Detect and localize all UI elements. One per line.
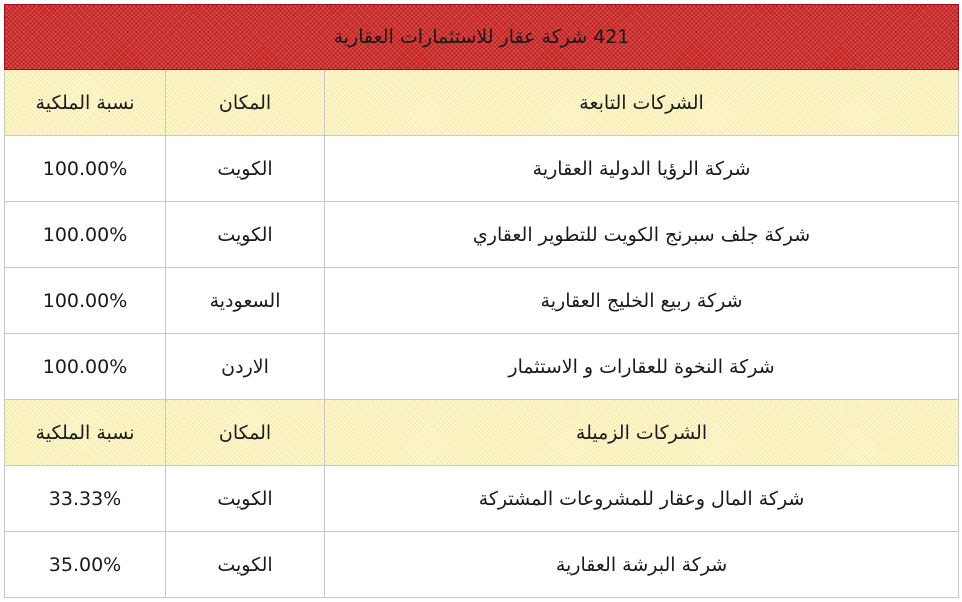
subsidiaries-header-company: الشركات التابعة (325, 70, 959, 136)
company-name: شركة ربيع الخليج العقارية (325, 268, 959, 334)
table-row (5, 202, 959, 268)
associates-header-place: المكان (166, 400, 325, 466)
company-name: شركة الرؤيا الدولية العقارية (325, 136, 959, 202)
table-row (5, 532, 959, 598)
company-name: شركة جلف سبرنج الكويت للتطوير العقاري (325, 202, 959, 268)
ownership-share: 33.33% (5, 466, 166, 532)
ownership-share: 100.00% (5, 334, 166, 400)
associates-header-company: الشركات الزميلة (325, 400, 959, 466)
subsidiaries-header-place: المكان (166, 70, 325, 136)
holdings-table (4, 4, 959, 598)
company-place: الكويت (166, 532, 325, 598)
company-place: الكويت (166, 466, 325, 532)
holdings-table-container (4, 4, 958, 598)
associates-header-share: نسبة الملكية (5, 400, 166, 466)
company-place: الكويت (166, 202, 325, 268)
table-title: 421 شركة عقار للاستثمارات العقارية (5, 5, 959, 70)
title-row (5, 5, 959, 70)
company-name: شركة المال وعقار للمشروعات المشتركة (325, 466, 959, 532)
table-row (5, 136, 959, 202)
table-row (5, 466, 959, 532)
subsidiaries-header-row (5, 70, 959, 136)
table-row (5, 268, 959, 334)
company-place: السعودية (166, 268, 325, 334)
ownership-share: 100.00% (5, 136, 166, 202)
associates-header-row (5, 400, 959, 466)
ownership-share: 100.00% (5, 268, 166, 334)
company-name: شركة البرشة العقارية (325, 532, 959, 598)
ownership-share: 35.00% (5, 532, 166, 598)
company-place: الكويت (166, 136, 325, 202)
ownership-share: 100.00% (5, 202, 166, 268)
subsidiaries-header-share: نسبة الملكية (5, 70, 166, 136)
table-row (5, 334, 959, 400)
company-name: شركة النخوة للعقارات و الاستثمار (325, 334, 959, 400)
company-place: الاردن (166, 334, 325, 400)
